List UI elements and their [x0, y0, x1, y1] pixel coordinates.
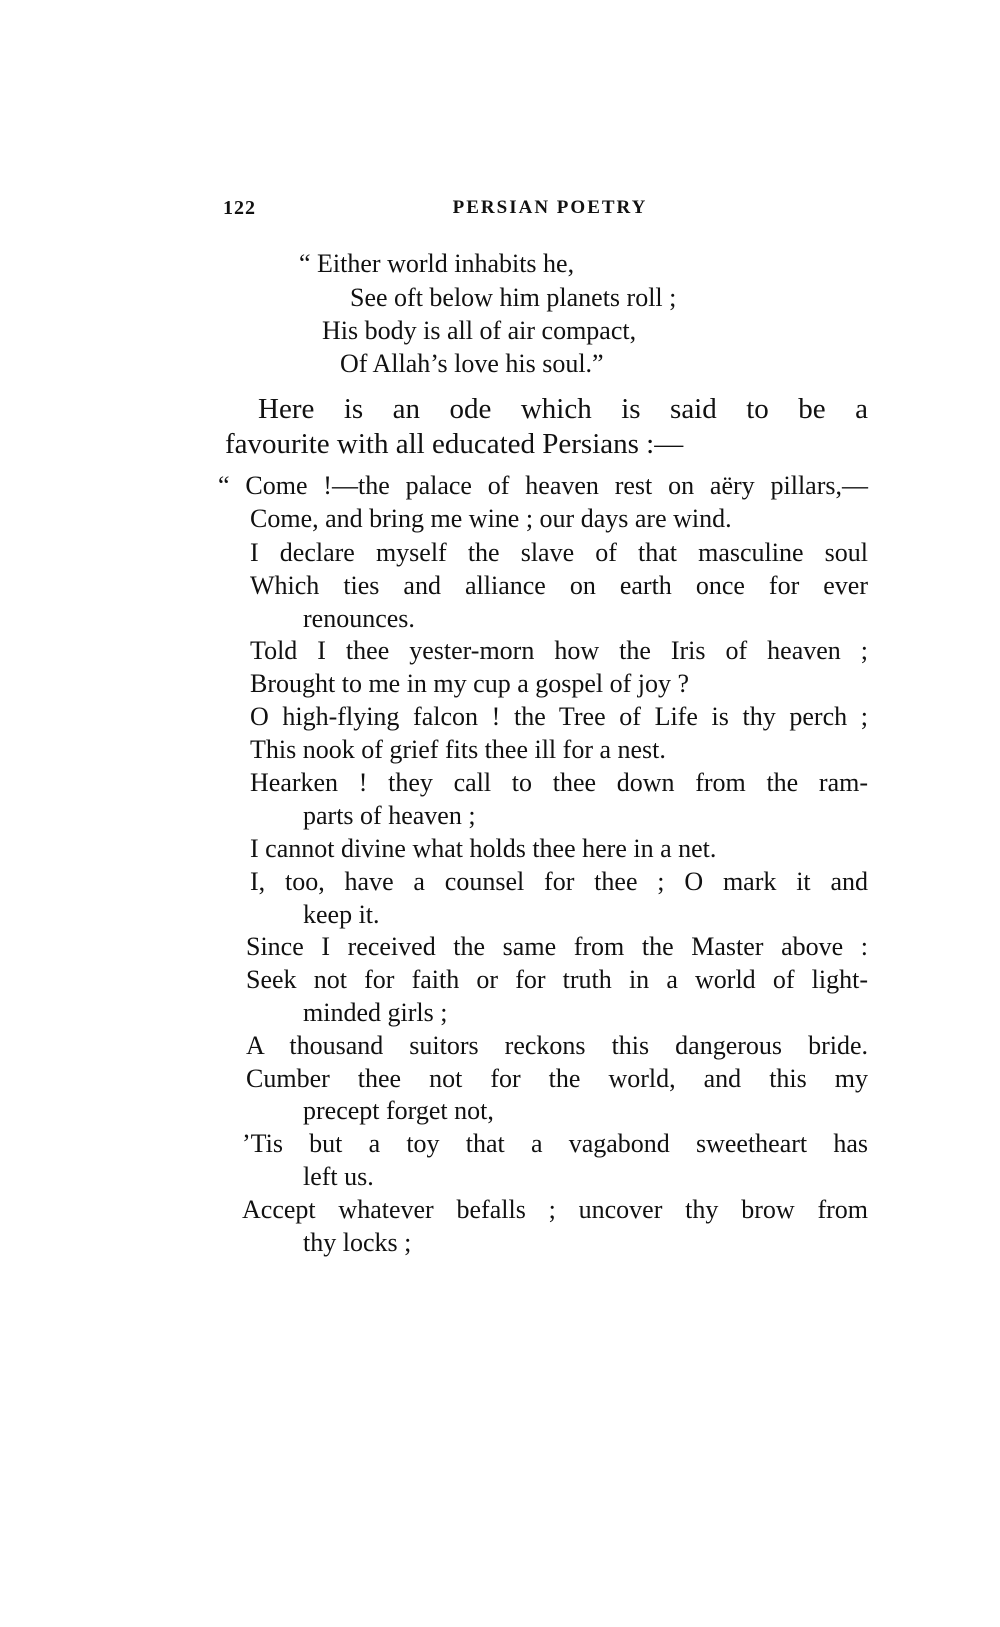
ode-line: parts of heaven ;	[303, 801, 476, 830]
ode-line: left us.	[303, 1162, 374, 1191]
prose-line: favourite with all educated Persians :—	[225, 428, 684, 460]
page-number: 122	[223, 197, 256, 219]
ode-line: This nook of grief fits thee ill for a nest.	[250, 735, 666, 764]
running-head: PERSIAN POETRY	[452, 197, 648, 218]
ode-line: I, too, have a counsel for thee ; O mark it and	[250, 867, 868, 896]
ode-line: keep it.	[303, 900, 380, 929]
ode-line: Seek not for faith or for truth in a world of light-	[246, 965, 868, 994]
ode-line: ’Tis but a toy that a vagabond sweetheart has	[242, 1129, 868, 1158]
quatrain-line: His body is all of air compact,	[322, 316, 637, 345]
ode-line: Brought to me in my cup a gospel of joy ?	[250, 669, 690, 698]
quatrain-line: See oft below him planets roll ;	[350, 283, 677, 312]
prose-line: Here is an ode which is said to be a	[258, 393, 868, 425]
quatrain-line: Of Allah’s love his soul.”	[340, 349, 604, 378]
ode-line: Since I received the same from the Master above :	[246, 932, 868, 961]
ode-line: Told I thee yester-morn how the Iris of heaven ;	[250, 636, 868, 665]
ode-line: minded girls ;	[303, 998, 448, 1027]
ode-line: Accept whatever befalls ; uncover thy brow from	[242, 1195, 868, 1224]
ode-line: A thousand suitors reckons this dangerous bride.	[246, 1031, 868, 1060]
ode-line: Which ties and alliance on earth once for ever	[250, 571, 868, 600]
ode-line: precept forget not,	[303, 1096, 494, 1125]
ode-line: thy locks ;	[303, 1228, 412, 1257]
ode-line: Come, and bring me wine ; our days are wind.	[250, 504, 732, 533]
ode-line: Cumber thee not for the world, and this my	[246, 1064, 868, 1093]
ode-line: I declare myself the slave of that masculine soul	[250, 538, 868, 567]
ode-line: renounces.	[303, 604, 415, 633]
quatrain-line: “ Either world inhabits he,	[299, 249, 575, 278]
ode-line: Hearken ! they call to thee down from the ram-	[250, 768, 868, 797]
ode-line: “ Come !—the palace of heaven rest on aëry pillars,—	[218, 471, 868, 500]
ode-line: O high-flying falcon ! the Tree of Life is thy perch ;	[250, 702, 868, 731]
ode-line: I cannot divine what holds thee here in a net.	[250, 834, 717, 863]
